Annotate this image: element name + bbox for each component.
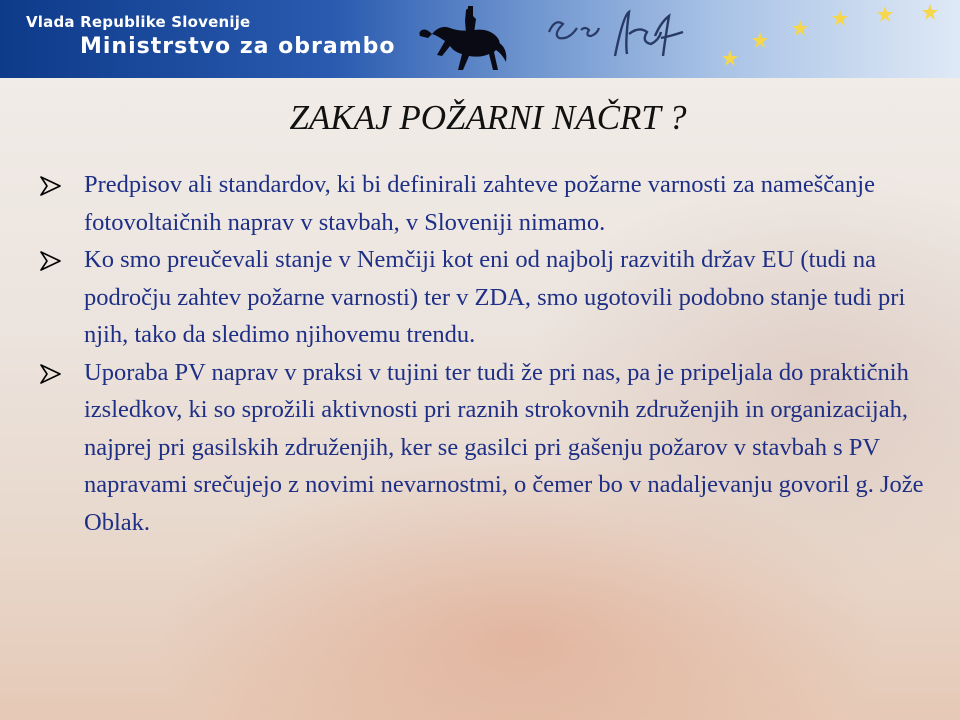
bullet-item-1 (40, 166, 940, 241)
bullet-item-3 (40, 354, 940, 542)
bullet-list (40, 166, 940, 541)
org-name-line1: Vlada Republike Slovenije (26, 13, 251, 31)
arrowhead-bullet-icon (40, 251, 62, 271)
equestrian-statue-icon (410, 4, 520, 78)
eu-stars-decoration (690, 0, 960, 78)
bullet-text-1: Predpisov ali standardov, ki bi definirali zahteve požarne varnosti za nameščanje fotovoltaičnih naprav v stavbah, v Sloveniji nimamo. (84, 171, 875, 236)
bullet-item-2 (40, 241, 940, 354)
bullet-text-3: Uporaba PV naprav v praksi v tujini ter tudi že pri nas, pa je pripeljala do praktičnih izsledkov, ki so sprožili aktivnosti pri raznih strokovnih združenjih in organizacijah, najprej pri gasilskih združenjih, ker se gasilci pri gašenju požarov v stavbah s PV napravami srečujejo z novimi nevarnostmi, o čemer bo v nadaljevanju govoril g. Jože Oblak. (84, 358, 924, 536)
signature-mark (545, 6, 695, 72)
bullet-text-2: Ko smo preučevali stanje v Nemčiji kot eni od najbolj razvitih držav EU (tudi na področju zahtev požarne varnosti) ter v ZDA, smo ugotovili podobno stanje tudi pri njih, tako da sledimo njihovemu trendu. (84, 246, 906, 348)
arrowhead-bullet-icon (40, 176, 62, 196)
slide-title: ZAKAJ POŽARNI NAČRT ? (289, 98, 687, 137)
org-name-line2: Ministrstvo za obrambo (80, 34, 396, 59)
arrowhead-bullet-icon (40, 364, 62, 384)
header-banner (0, 0, 960, 78)
